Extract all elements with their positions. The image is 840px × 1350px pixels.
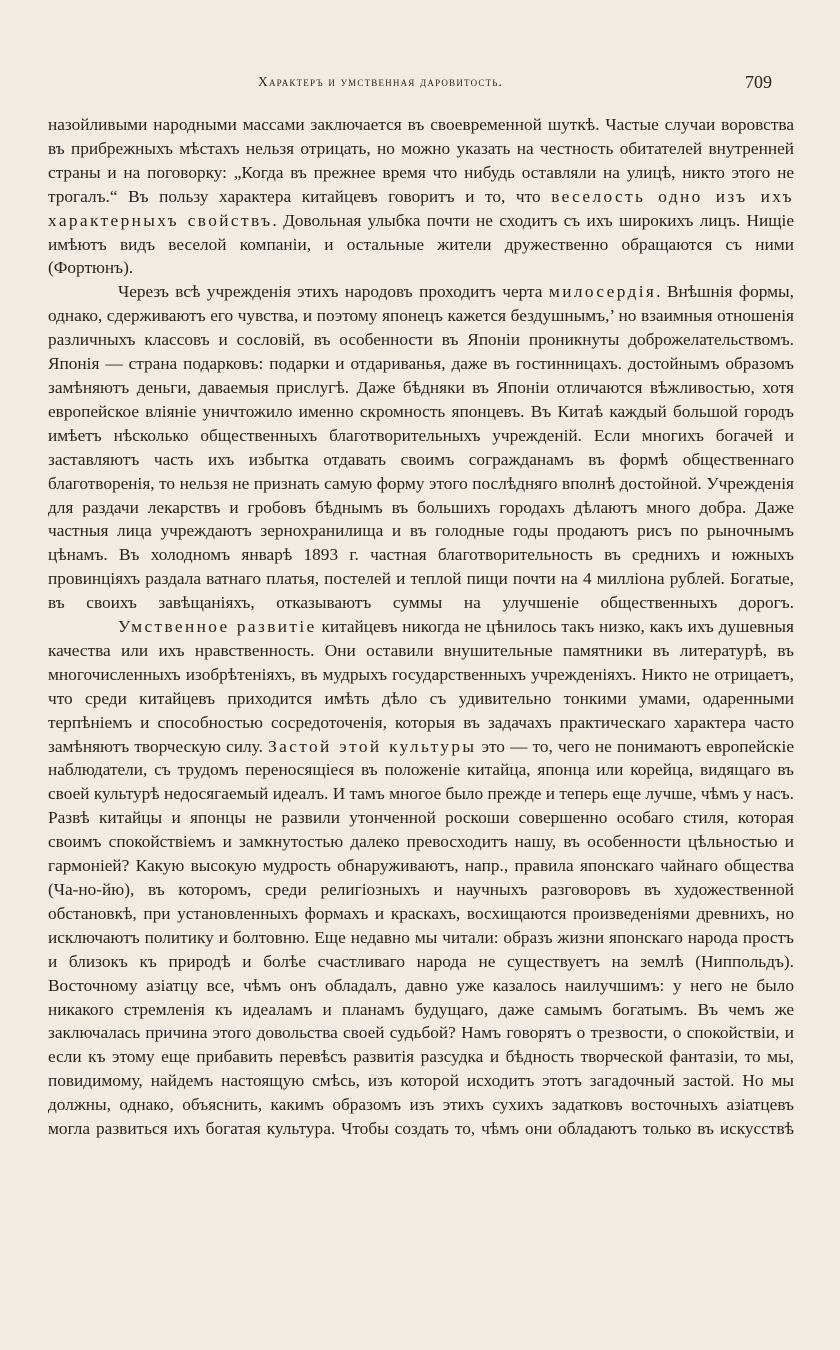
text-run: . Довольная улыбка почти не сходитъ съ ихъ широкихъ лицъ. Нищіе имѣютъ видъ веселой компаніи, и остальные жители дружественно обращаются съ ними (Фортюнъ). bbox=[48, 210, 794, 278]
body-text bbox=[48, 113, 794, 1141]
paragraph-1 bbox=[48, 113, 794, 280]
paragraph-2 bbox=[48, 280, 794, 615]
text-run: . Внѣшнія формы, однако, сдерживаютъ его чувства, и поэтому японецъ кажется бездушнымъ,’ но взаимныя отношенія различныхъ классовъ и сословій, въ особенности въ Японіи проникнуты доброжелательствомъ. Японія — страна подарковъ: подарки и отдариванья, даже въ гостинницахъ. достойнымъ образомъ замѣняютъ деньги, даваемыя прислугѣ. Даже бѣдняки въ Японіи отличаются вѣжливостью, хотя европейское вліяніе уничтожило именно скромность японцевъ. Въ Китаѣ каждый большой городъ имѣетъ нѣсколько общественныхъ благотворительныхъ учрежденій. Если многихъ богачей и заставляютъ часть ихъ избытка отдавать своимъ согражданамъ въ формѣ общественнаго благотворенія, то нельзя не признать самую форму этого послѣдняго вполнѣ достойной. Учрежденія для раздачи лекарствъ и гробовъ бѣднымъ въ большихъ городахъ дѣлаютъ много добра. Даже частныя лица учреждаютъ зернохранилища и въ голодные годы продаютъ рисъ по рыночнымъ цѣнамъ. Въ холодномъ январѣ 1893 г. частная благотворительность въ среднихъ и южныхъ провинціяхъ раздала ватнаго платья, постелей и теплой пищи почти на 4 милліона рублей. Богатые, въ своихъ завѣщаніяхъ, отказываютъ суммы на улучшеніе общественныхъ дорогъ. bbox=[48, 282, 794, 613]
text-run: это — то, чего не понимаютъ европейскіе наблюдатели, съ трудомъ переносящіеся въ положеніе китайца, японца или корейца, видящаго въ своей культурѣ недосягаемый идеалъ. И тамъ многое было прежде и теперь еще лучше, чѣмъ у насъ. Развѣ китайцы и японцы не развили утонченной роскоши совершенно особаго стиля, которая своимъ спокойствіемъ и замкнутостью далеко превосходитъ нашу, въ особенности цѣльностью и гармоніей? Какую высокую мудрость обнаруживаютъ, напр., правила японскаго чайнаго общества (Ча-но-йю), въ которомъ, среди религіозныхъ и научныхъ разговоровъ въ художественной обстановкѣ, при установленныхъ формахъ и краскахъ, восхищаются произведеніями древнихъ, но исключаютъ политику и болтовню. Еще недавно мы читали: образъ жизни японскаго народа простъ и близокъ къ природѣ и болѣе счастливаго народа не существуетъ на землѣ (Ниппольдъ). Восточному азіатцу все, чѣмъ онъ обладалъ, давно уже казалось наилучшимъ: у него не было никакого стремленія къ идеаламъ и планамъ будущаго, даже самымъ богатымъ. Въ чемъ же заключалась причина этого довольства своей судьбой? Намъ говорятъ о трезвости, о спокойствіи, и если къ этому еще прибавить перевѣсъ развитія разсудка и бѣдность творческой фантазіи, то мы, повидимому, найдемъ настоящую смѣсь, изъ которой исходитъ этотъ загадочный застой. Но мы должны, однако, объяснить, какимъ образомъ изъ этихъ сухихъ задатковъ восточныхъ азіатцевъ могла развиться ихъ богатая культура. Чтобы создать то, чѣмъ они обладаютъ только въ искусствѣ bbox=[48, 736, 794, 1139]
text-run: китайцевъ никогда не цѣнилось такъ низко, какъ ихъ душевныя качества или ихъ нравственность. Они оставили внушительные памятники въ литературѣ, въ многочисленныхъ изобрѣтеніяхъ, въ мудрыхъ государственныхъ учрежденіяхъ. Никто не отрицаетъ, что среди китайцевъ приходится имѣть дѣло съ удивительно тонкими умами, одаренными терпѣніемъ и способностью сосредоточенія, которыя въ задачахъ практическаго характера часто замѣняютъ творческую силу. bbox=[48, 617, 794, 756]
running-title: Характеръ и умственная даровитость. bbox=[258, 74, 504, 89]
text-run: Черезъ всѣ учрежденія этихъ народовъ проходитъ черта bbox=[118, 282, 549, 302]
running-header bbox=[48, 72, 780, 98]
emphasized-text: веселость одно изъ ихъ характерныхъ свойствъ bbox=[48, 186, 794, 230]
emphasized-text: Умственное развитіе bbox=[118, 617, 317, 637]
emphasized-text: Застой этой культуры bbox=[268, 736, 477, 756]
text-run: назойливыми народными массами заключается въ своевременной шуткѣ. Частые случаи воровства въ прибрежныхъ мѣстахъ нельзя отрицать, но можно указать на честность обитателей внутренней страны и на поговорку: „Когда въ прежнее время что нибудь оставляли на улицѣ, никто этого не трогалъ.“ Въ пользу характера китайцевъ говоритъ и то, что bbox=[48, 115, 794, 206]
page-number: 709 bbox=[745, 72, 772, 92]
paragraph-3 bbox=[48, 615, 794, 1141]
emphasized-text: милосердія bbox=[548, 282, 657, 302]
